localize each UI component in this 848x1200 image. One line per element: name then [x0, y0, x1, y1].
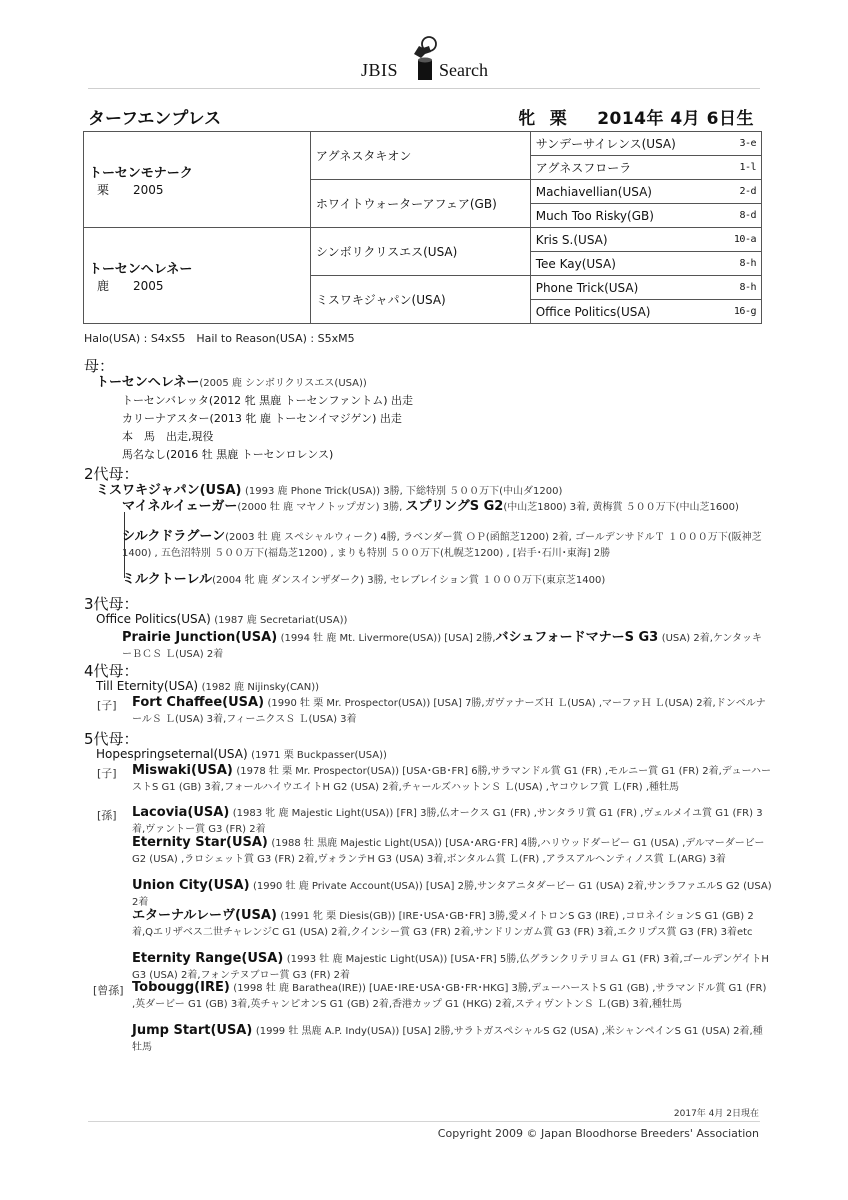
pedigree-g3-cell[interactable]: Office Politics(USA): [530, 300, 713, 324]
logo-text-jbis: JBIS: [361, 60, 399, 80]
third-dam-detail: (1987 鹿 Secretariat(USA)): [214, 615, 348, 626]
pedigree-g3-cell[interactable]: サンデーサイレンス(USA): [530, 132, 713, 156]
list-item: [132, 908, 772, 940]
dosage-code: 10-a: [714, 228, 762, 252]
dam-detail: 鹿 2005: [97, 278, 164, 293]
dam-main: [96, 375, 367, 391]
relation-tag: [子]: [97, 699, 117, 712]
offspring-detail: (1990 牡 鹿 Private Account(USA)) [USA] 2勝,サンタアニタダービー G1 (USA) 2着,サンラファエルS G2 (USA) 2着: [132, 881, 772, 908]
list-item: トーセンバレッタ(2012 牝 黒鹿 トーセンファントム) 出走: [122, 394, 414, 407]
offspring-name[interactable]: Jump Start(USA): [132, 1023, 253, 1038]
offspring-detail: (1993 牡 鹿 Majestic Light(USA)) [USA･FR] 5勝,仏グランクリテリヨム G1 (FR) 3着,ゴールデンゲイトH G3 (USA) 2着,フォンテヌブロー賞 G3 (FR) 2着: [132, 954, 769, 981]
pedigree-g2-cell[interactable]: アグネスタキオン: [310, 132, 530, 180]
footer-divider: [88, 1121, 760, 1122]
jbis-search-logo: [355, 30, 495, 82]
offspring-name[interactable]: Prairie Junction(USA): [122, 630, 278, 645]
horse-sex: 牝: [518, 109, 536, 129]
fourth-dam-detail: (1982 鹿 Nijinsky(CAN)): [201, 682, 320, 693]
pedigree-g3-cell[interactable]: アグネスフローラ: [530, 156, 713, 180]
list-item: [132, 695, 772, 727]
sire-detail: 栗 2005: [97, 182, 164, 197]
relation-tag: [孫]: [97, 809, 117, 822]
fifth-dam-detail: (1971 栗 Buckpasser(USA)): [251, 750, 387, 761]
pedigree-table: [83, 131, 762, 324]
list-item: [122, 529, 772, 561]
offspring-detail: (1983 牝 鹿 Majestic Light(USA)) [FR] 3勝,仏オークス G1 (FR) ,サンタラリ賞 G1 (FR) ,ヴェルメイユ賞 G1 (FR) 3着,ヴァントー賞 G3 (FR) 2着: [132, 808, 763, 835]
horse-info: [504, 104, 754, 129]
section-title-fifth-dam: 5代母：: [84, 730, 139, 748]
offspring-name[interactable]: Eternity Range(USA): [132, 951, 284, 966]
second-dam-detail: (1993 鹿 Phone Trick(USA)) 3勝, 下総特別 ５００万下(中山ダ1200): [244, 486, 563, 497]
horse-birthdate: 2014年 4月 6日生: [597, 109, 754, 129]
offspring-detail: (中山芝1800) 3着, 黄梅賞 ５００万下(中山芝1600): [503, 502, 739, 513]
header-divider: [88, 88, 760, 89]
list-item: 馬名なし(2016 牡 黒鹿 トーセンロレンス): [122, 448, 334, 461]
offspring-detail: (1999 牡 黒鹿 A.P. Indy(USA)) [USA] 2勝,サラトガスペシャルS G2 (USA) ,米シャンペインS G1 (USA) 2着,種牡馬: [132, 1026, 763, 1053]
section-title-third-dam: 3代母：: [84, 595, 139, 613]
offspring-name[interactable]: Eternity Star(USA): [132, 835, 268, 850]
offspring-name[interactable]: ミルクトーレル: [122, 572, 213, 587]
offspring-name[interactable]: Union City(USA): [132, 878, 250, 893]
offspring-name[interactable]: Miswaki(USA): [132, 763, 233, 778]
offspring-name[interactable]: マイネルイェーガー: [122, 499, 238, 514]
offspring-detail: (1990 牡 栗 Mr. Prospector(USA)) [USA] 7勝,ガヴァナーズＨ Ｌ(USA) ,マーファＨ Ｌ(USA) 2着,ドンベルナールＳ Ｌ(USA) 3着,フィーニクスＳ Ｌ(USA) 3着: [132, 698, 766, 725]
relation-tag: [曾孫]: [93, 984, 124, 997]
offspring-detail: (1978 牡 栗 Mr. Prospector(USA)) [USA･GB･FR] 6勝,サラマンドル賞 G1 (FR) ,モルニー賞 G1 (FR) 2着,デューハーストS G1 (GB) 3着,フォールハイウエイトH G2 (USA) 2着,チャールズハットンＳ Ｌ(USA) ,ヤコウレフ賞 Ｌ(FR) ,種牡馬: [132, 766, 772, 793]
list-item: [132, 835, 772, 867]
list-item: 本 馬 出走,現役: [122, 430, 214, 443]
offspring-detail: (2000 牡 鹿 マヤノトップガン) 3勝,: [237, 502, 406, 513]
dosage-code: 8-d: [714, 204, 762, 228]
third-dam-main: [96, 612, 347, 628]
list-item: [132, 805, 772, 837]
dosage-code: 2-d: [714, 180, 762, 204]
list-item: [132, 980, 772, 1012]
relation-tag: [子]: [97, 767, 117, 780]
offspring-name[interactable]: Tobougg(IRE): [132, 980, 230, 995]
fourth-dam-name[interactable]: Till Eternity(USA): [96, 679, 199, 693]
inbreeding-info: Halo(USA) : S4xS5 Hail to Reason(USA) : S5xM5: [84, 332, 355, 345]
pedigree-g3-cell[interactable]: Tee Kay(USA): [530, 252, 713, 276]
offspring-detail: (1991 牝 栗 Diesis(GB)) [IRE･USA･GB･FR] 3勝,愛メイトロンS G3 (IRE) ,コロネイションS G1 (GB) 2着,Qエリザベス二世チャレンジC G1 (USA) 2着,クインシー賞 G3 (FR) 2着,サンドリンガム賞 G3 (FR) 3着,エクリプス賞 G3 (FR) 3着etc: [132, 911, 754, 938]
fifth-dam-name[interactable]: Hopespringseternal(USA): [96, 747, 248, 761]
race-name: バシュフォードマナーS G3: [495, 630, 659, 645]
list-item: [122, 499, 772, 515]
section-title-second-dam: 2代母：: [84, 465, 139, 483]
pedigree-g3-cell[interactable]: Phone Trick(USA): [530, 276, 713, 300]
second-dam-name[interactable]: ミスワキジャパン(USA): [96, 483, 242, 498]
section-title-dam: 母：: [84, 357, 115, 375]
dosage-code: 3-e: [714, 132, 762, 156]
offspring-detail: (1988 牡 黒鹿 Majestic Light(USA)) [USA･ARG･FR] 4勝,ハリウッドダービー G1 (USA) ,デルマーダービー G2 (USA) ,ラロシェット賞 G3 (FR) 2着,ヴォランテH G3 (USA) 3着,ボンタルム賞 Ｌ(FR) ,アラスアルヘンティノス賞 Ｌ(ARG) 3着: [132, 838, 765, 865]
list-item: [132, 878, 772, 910]
fourth-dam-main: [96, 679, 319, 695]
dosage-code: 8-h: [714, 252, 762, 276]
offspring-name[interactable]: Fort Chaffee(USA): [132, 695, 265, 710]
pedigree-sire[interactable]: [84, 132, 311, 228]
sire-name: トーセンモナーク: [89, 165, 193, 181]
horse-name: ターフエンプレス: [88, 109, 222, 129]
list-item: [122, 572, 605, 588]
logo-text-search: Search: [439, 60, 488, 80]
pedigree-g2-cell[interactable]: ホワイトウォーターアフェア(GB): [310, 180, 530, 228]
dam-main-name[interactable]: トーセンヘレネー: [96, 375, 200, 390]
offspring-name[interactable]: シルクドラグーン: [122, 529, 226, 544]
list-item: [122, 630, 772, 662]
pedigree-g3-cell[interactable]: Machiavellian(USA): [530, 180, 713, 204]
horse-magnifier-icon: [411, 34, 441, 82]
dosage-code: 8-h: [714, 276, 762, 300]
third-dam-name[interactable]: Office Politics(USA): [96, 612, 211, 626]
offspring-detail: (1994 牡 鹿 Mt. Livermore(USA)) [USA] 2勝,: [280, 633, 496, 644]
offspring-detail: (USA) 2着,ケンタッキーＢＣＳ Ｌ(USA) 2着: [122, 633, 763, 660]
offspring-name[interactable]: エターナルレーヴ(USA): [132, 908, 277, 923]
race-name: スプリングS G2: [405, 499, 504, 514]
copyright-notice: Copyright 2009 © Japan Bloodhorse Breeders' Association: [437, 1127, 759, 1140]
pedigree-g3-cell[interactable]: Much Too Risky(GB): [530, 204, 713, 228]
pedigree-g2-cell[interactable]: ミスワキジャパン(USA): [310, 276, 530, 324]
offspring-detail: (1998 牡 鹿 Barathea(IRE)) [UAE･IRE･USA･GB･FR･HKG] 3勝,デューハーストS G1 (GB) ,サラマンドル賞 G1 (FR) ,英ダービー G1 (GB) 3着,英チャンピオンS G1 (GB) 2着,香港カップ G1 (HKG) 2着,スティヴントンＳ Ｌ(GB) 3着,種牡馬: [132, 983, 767, 1010]
pedigree-g2-cell[interactable]: シンボリクリスエス(USA): [310, 228, 530, 276]
dosage-code: 1-l: [714, 156, 762, 180]
dam-main-detail: (2005 鹿 シンボリクリスエス(USA)): [199, 378, 367, 389]
offspring-name[interactable]: Lacovia(USA): [132, 805, 230, 820]
dosage-code: 16-g: [714, 300, 762, 324]
second-dam-main: [96, 483, 562, 499]
list-item: [132, 951, 772, 983]
list-item: [132, 763, 772, 795]
as-of-date: 2017年 4月 2日現在: [673, 1109, 759, 1119]
section-title-fourth-dam: 4代母：: [84, 662, 139, 680]
fifth-dam-main: [96, 747, 387, 763]
offspring-detail: (2003 牡 鹿 スペシャルウィーク) 4勝, ラベンダー賞 ＯＰ(函館芝1200) 2着, ゴールデンサドルＴ １０００万下(阪神芝1400) , 五色沼特別 ５００万下(福島芝1200) , まりも特別 ５００万下(札幌芝1200) , [岩手･石川･東海] 2勝: [122, 532, 762, 559]
dam-name: トーセンヘレネー: [89, 261, 193, 277]
offspring-detail: (2004 牝 鹿 ダンスインザダーク) 3勝, セレブレイション賞 １０００万下(東京芝1400): [212, 575, 606, 586]
horse-color: 栗: [549, 109, 568, 129]
list-item: [132, 1023, 772, 1055]
pedigree-g3-cell[interactable]: Kris S.(USA): [530, 228, 713, 252]
list-item: カリーナアスター(2013 牝 鹿 トーセンイマジゲン) 出走: [122, 412, 402, 425]
pedigree-dam[interactable]: [84, 228, 311, 324]
